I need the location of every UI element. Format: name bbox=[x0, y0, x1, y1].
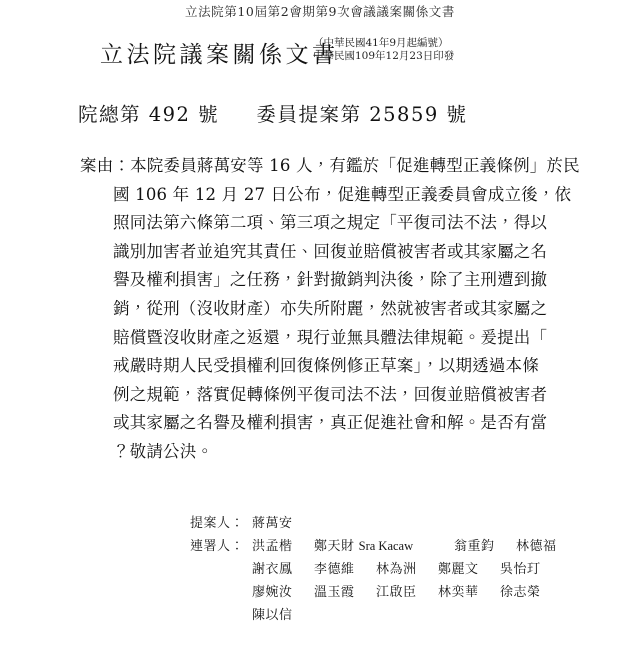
cosigner-name: 林德福 bbox=[516, 538, 557, 553]
cosigner-label: 連署人： bbox=[190, 538, 245, 553]
cosigner-row bbox=[190, 604, 578, 627]
case-statement-line: 銷，從刑（沒收財產）亦失所附麗，然就被害者或其家屬之 bbox=[113, 298, 548, 318]
masthead-note-print-date: 中華民國109年12月23日印發 bbox=[313, 50, 455, 62]
cosigner-row bbox=[190, 558, 578, 581]
cosigner-names bbox=[252, 604, 314, 623]
proposer-label: 提案人： bbox=[190, 515, 245, 530]
case-statement-line: 或其家屬之名譽及權利損害，真正促進社會和解。是否有當 bbox=[113, 413, 548, 433]
cosigner-name: 徐志榮 bbox=[500, 584, 541, 599]
case-statement-line: 譽及權利損害」之任務，針對撤銷判決後，除了主刑遭到撤 bbox=[113, 270, 548, 290]
document-title: 立法院議案關係文書 bbox=[100, 42, 339, 68]
cosigner-row bbox=[190, 535, 578, 558]
cosigner-name: 陳以信 bbox=[252, 607, 293, 622]
case-statement-line: 賠償暨沒收財產之返還，現行並無具體法律規範。爰提出「 bbox=[113, 327, 548, 347]
cosigner-rows bbox=[190, 535, 578, 627]
proposer-name: 蔣萬安 bbox=[252, 515, 293, 530]
proposer-row bbox=[190, 512, 578, 535]
cosigner-name: 翁重鈞 bbox=[454, 538, 495, 553]
cosigner-names bbox=[252, 581, 562, 600]
proposer-names bbox=[252, 512, 314, 531]
running-header: 立法院第10屆第2會期第9次會議議案關係文書 bbox=[184, 4, 455, 19]
house-total-number: 院總第 492 號 bbox=[78, 103, 220, 126]
member-proposal-number: 委員提案第 25859 號 bbox=[256, 103, 468, 126]
cosigner-name: 林為洲 bbox=[376, 561, 417, 576]
case-statement-line: 案由：本院委員蔣萬安等 16 人，有鑑於「促進轉型正義條例」於民 bbox=[80, 156, 580, 175]
case-statement bbox=[0, 152, 640, 467]
masthead-notes bbox=[313, 37, 454, 63]
cosigner-name: 李德維 bbox=[314, 561, 355, 576]
case-statement-line: 識別加害者並追究其責任、回復並賠償被害者或其家屬之名 bbox=[113, 241, 548, 261]
document-numbers bbox=[78, 99, 467, 127]
cosigner-name: 林奕華 bbox=[438, 584, 479, 599]
masthead bbox=[0, 34, 640, 76]
cosigner-name: 廖婉汝 bbox=[252, 584, 293, 599]
cosigner-names bbox=[252, 558, 562, 577]
masthead-note-numbering: （中華民國41年9月起編號） bbox=[313, 37, 449, 49]
case-statement-line: 照同法第六條第二項、第三項之規定「平復司法不法，得以 bbox=[113, 213, 548, 233]
cosigner-name: 洪孟楷 bbox=[252, 538, 293, 553]
cosigner-name: 鄭天財 Sra Kacaw bbox=[314, 538, 414, 553]
cosigner-name: 謝衣鳳 bbox=[252, 561, 293, 576]
signature-block bbox=[190, 512, 578, 627]
case-statement-line: 例之規範，落實促轉條例平復司法不法，回復並賠償被害者 bbox=[113, 384, 548, 404]
cosigner-name: 鄭麗文 bbox=[438, 561, 479, 576]
cosigner-name: 溫玉霞 bbox=[314, 584, 355, 599]
cosigner-name: 吳怡玎 bbox=[500, 561, 541, 576]
cosigner-name: 江啟臣 bbox=[376, 584, 417, 599]
cosigner-name-latin: Sra Kacaw bbox=[358, 539, 414, 553]
cosigner-row bbox=[190, 581, 578, 604]
case-statement-line: 國 106 年 12 月 27 日公布，促進轉型正義委員會成立後，依 bbox=[113, 184, 572, 204]
cosigner-names bbox=[252, 535, 578, 554]
case-statement-line: 戒嚴時期人民受損權利回復條例修正草案」，以期透過本條 bbox=[113, 356, 539, 376]
case-statement-line: ？敬請公決。 bbox=[113, 441, 214, 461]
